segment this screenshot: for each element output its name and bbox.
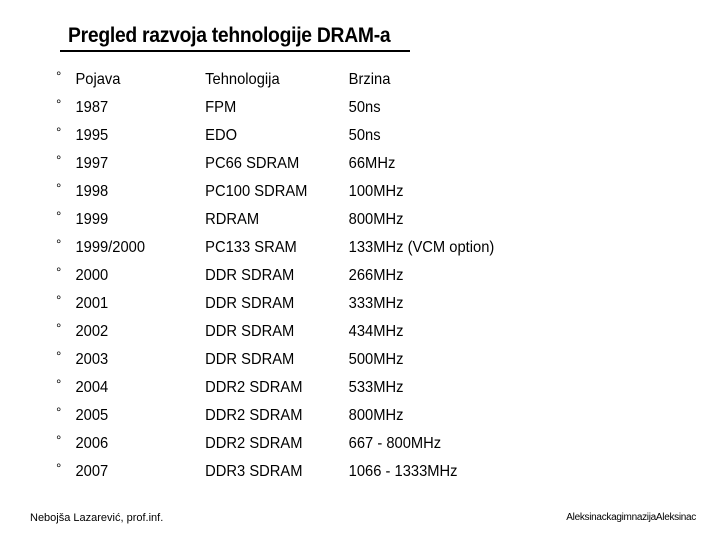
cell-speed: 50ns xyxy=(348,127,381,144)
cell-speed: 667 - 800MHz xyxy=(348,435,442,452)
cell-technology: PC100 SDRAM xyxy=(205,183,308,200)
cell-speed: 266MHz xyxy=(348,267,404,284)
bullet-icon: ° xyxy=(56,68,62,84)
table-row xyxy=(0,206,662,234)
cell-year: 2006 xyxy=(75,435,109,452)
cell-technology: RDRAM xyxy=(205,211,260,228)
cell-speed: 333MHz xyxy=(348,295,404,312)
header-pojava: Pojava xyxy=(75,71,121,88)
cell-technology: DDR3 SDRAM xyxy=(205,463,303,480)
cell-year: 1995 xyxy=(75,127,109,144)
cell-year: 1999/2000 xyxy=(75,239,146,256)
cell-speed: 133MHz (VCM option) xyxy=(348,239,495,256)
bullet-icon: ° xyxy=(56,236,62,252)
table-row xyxy=(0,430,662,458)
cell-year: 1999 xyxy=(75,211,109,228)
cell-technology: EDO xyxy=(205,127,238,144)
bullet-icon: ° xyxy=(56,152,62,168)
table-row xyxy=(0,178,662,206)
table-row xyxy=(0,290,662,318)
bullet-icon: ° xyxy=(56,292,62,308)
cell-year: 2007 xyxy=(75,463,109,480)
cell-technology: DDR2 SDRAM xyxy=(205,407,303,424)
cell-technology: DDR2 SDRAM xyxy=(205,435,303,452)
table-header-row xyxy=(0,66,662,94)
table-row xyxy=(0,458,662,486)
cell-speed: 533MHz xyxy=(348,379,404,396)
table-row xyxy=(0,374,662,402)
footer-school: AleksinackagimnazijaAleksinac xyxy=(566,512,696,523)
table-body xyxy=(0,94,720,486)
cell-year: 2005 xyxy=(75,407,109,424)
cell-technology: DDR SDRAM xyxy=(205,267,295,284)
slide-title: Pregled razvoja tehnologije DRAM-a xyxy=(68,24,391,47)
table-row xyxy=(0,318,662,346)
cell-speed: 100MHz xyxy=(348,183,404,200)
cell-year: 1997 xyxy=(75,155,109,172)
bullet-icon: ° xyxy=(56,320,62,336)
cell-speed: 50ns xyxy=(348,99,381,116)
cell-speed: 66MHz xyxy=(348,155,396,172)
cell-year: 1987 xyxy=(75,99,109,116)
cell-speed: 1066 - 1333MHz xyxy=(348,463,458,480)
table-row xyxy=(0,94,662,122)
table-row xyxy=(0,150,662,178)
dram-table xyxy=(0,66,720,486)
bullet-icon: ° xyxy=(56,96,62,112)
table-row xyxy=(0,262,662,290)
cell-speed: 800MHz xyxy=(348,407,404,424)
cell-year: 2002 xyxy=(75,323,109,340)
cell-technology: DDR SDRAM xyxy=(205,295,295,312)
cell-year: 2004 xyxy=(75,379,109,396)
cell-speed: 800MHz xyxy=(348,211,404,228)
cell-year: 1998 xyxy=(75,183,109,200)
title-underline xyxy=(60,50,410,52)
cell-speed: 434MHz xyxy=(348,323,404,340)
cell-speed: 500MHz xyxy=(348,351,404,368)
bullet-icon: ° xyxy=(56,348,62,364)
table-row xyxy=(0,402,662,430)
footer-author: Nebojša Lazarević, prof.inf. xyxy=(30,512,164,524)
bullet-icon: ° xyxy=(56,264,62,280)
table-row xyxy=(0,346,662,374)
header-tehnologija: Tehnologija xyxy=(205,71,280,88)
bullet-icon: ° xyxy=(56,432,62,448)
cell-year: 2001 xyxy=(75,295,109,312)
cell-technology: PC133 SRAM xyxy=(205,239,297,256)
table-row xyxy=(0,122,662,150)
bullet-icon: ° xyxy=(56,180,62,196)
table-row xyxy=(0,234,662,262)
cell-technology: DDR2 SDRAM xyxy=(205,379,303,396)
bullet-icon: ° xyxy=(56,376,62,392)
bullet-icon: ° xyxy=(56,124,62,140)
bullet-icon: ° xyxy=(56,208,62,224)
cell-year: 2000 xyxy=(75,267,109,284)
cell-technology: FPM xyxy=(205,99,237,116)
cell-year: 2003 xyxy=(75,351,109,368)
cell-technology: PC66 SDRAM xyxy=(205,155,300,172)
bullet-icon: ° xyxy=(56,460,62,476)
cell-technology: DDR SDRAM xyxy=(205,351,295,368)
cell-technology: DDR SDRAM xyxy=(205,323,295,340)
bullet-icon: ° xyxy=(56,404,62,420)
header-brzina: Brzina xyxy=(348,71,391,88)
